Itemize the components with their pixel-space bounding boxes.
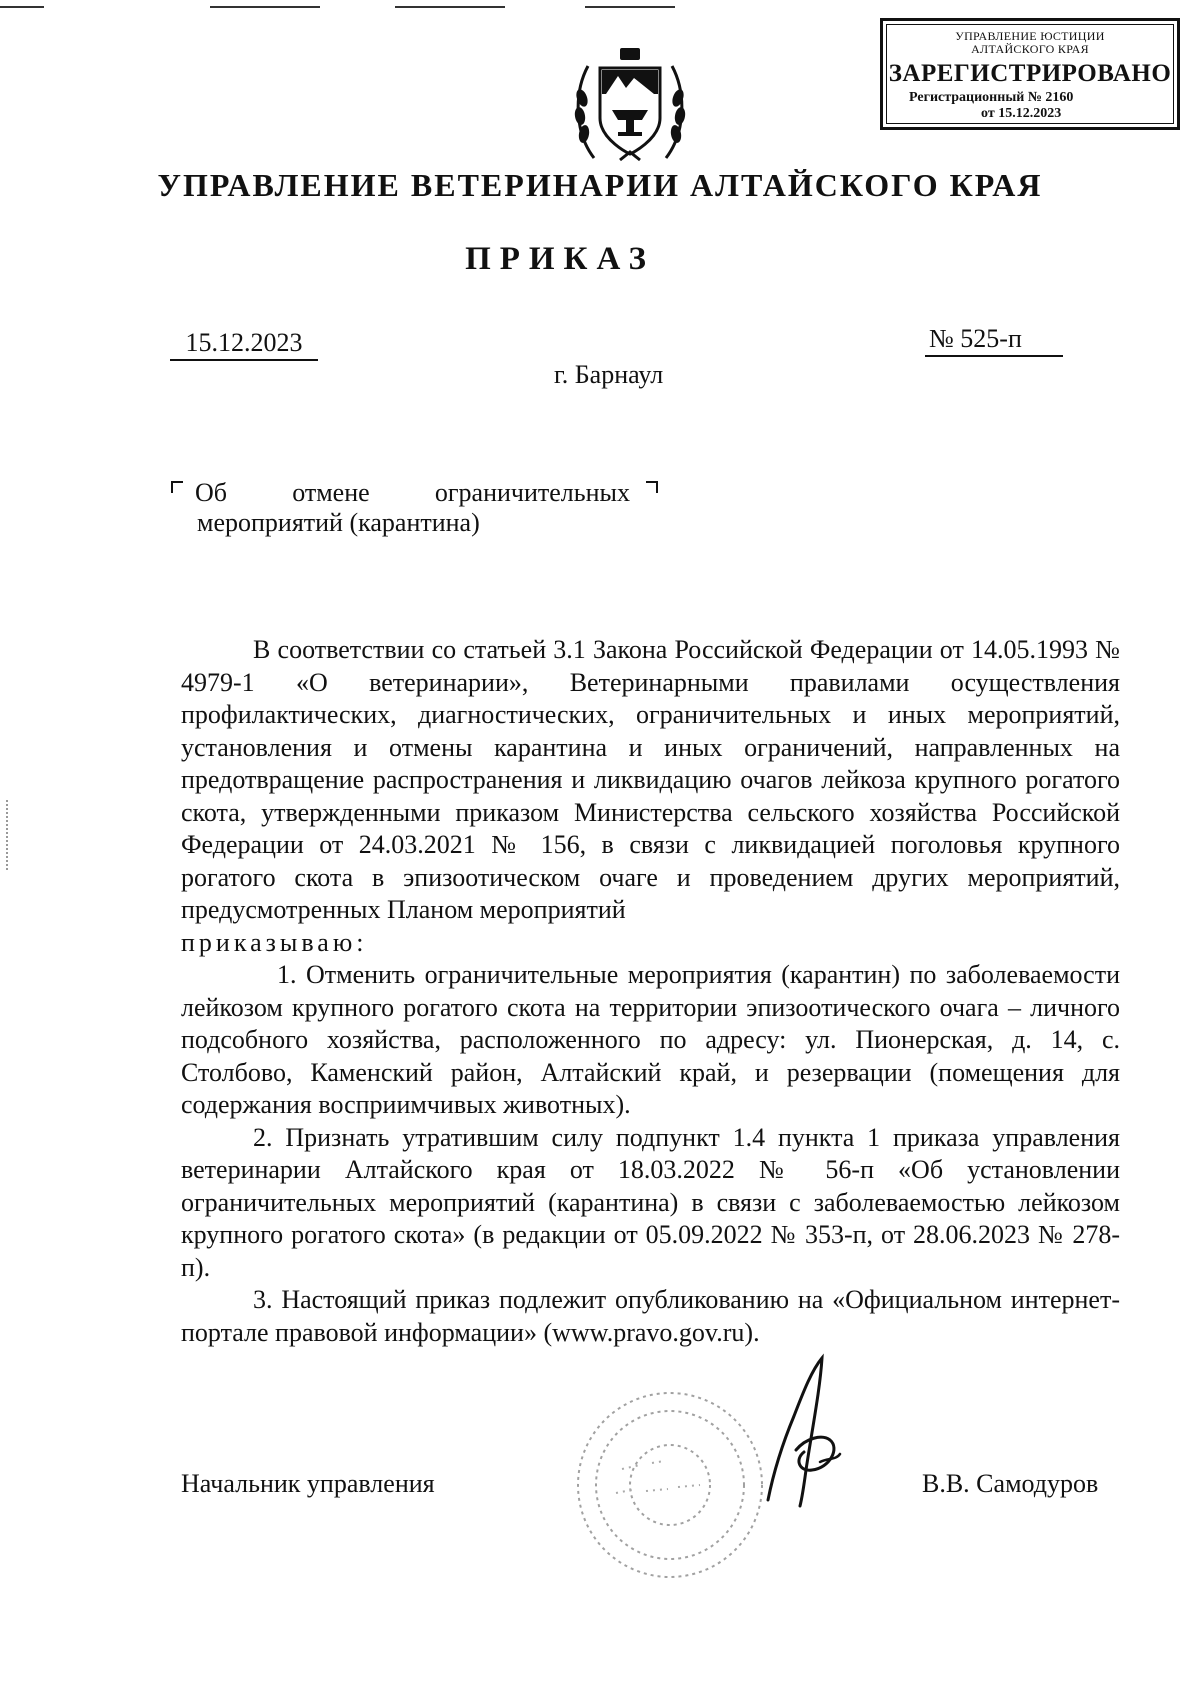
- registration-number: Регистрационный № 2160: [909, 90, 1074, 105]
- handwritten-signature-icon: [760, 1350, 870, 1510]
- official-round-seal-icon: [560, 1385, 780, 1585]
- order-item-3: 3. Настоящий приказ подлежит опубликованию на «Официальном интернет-портале правовой информации» (www.pravo.gov.ru).: [181, 1285, 1120, 1347]
- registration-stamp: [880, 18, 1180, 130]
- order-word: приказываю:: [181, 927, 368, 957]
- order-item-1: 1. Отменить ограничительные мероприятия (карантин) по заболеваемости лейкозом крупного рогатого скота на территории эпизоотического очага – личного подсобного хозяйства, расположенного по адресу: ул. Пионерская, д. 14, с. Столбово, Каменский район, Алтайский край, и резервации (помещения для содержания восприимчивых животных).: [181, 960, 1120, 1119]
- top-rule: [0, 6, 44, 8]
- altai-krai-coat-of-arms-icon: [572, 40, 688, 170]
- registration-date: от 15.12.2023: [981, 106, 1062, 121]
- order-item-2: 2. Признать утратившим силу подпункт 1.4 пункта 1 приказа управления ветеринарии Алтайского края от 18.03.2022 № 56-п «Об установлении ограничительных мероприятий (карантина) в связи с заболеваемостью лейкозом крупного рогатого скота» (в редакции от 05.09.2022 № 353-п, от 28.06.2023 № 278-п).: [181, 1122, 1120, 1282]
- subject-line-2: мероприятий (карантина): [197, 508, 480, 537]
- signatory-name: В.В. Самодуров: [922, 1469, 1099, 1498]
- top-rule: [395, 6, 505, 8]
- document-subject: [180, 478, 660, 538]
- top-rule: [585, 6, 675, 8]
- registration-org: УПРАВЛЕНИЕ ЮСТИЦИИ АЛТАЙСКОГО КРАЯ: [955, 29, 1105, 56]
- preamble-paragraph: В соответствии со статьей 3.1 Закона Российской Федерации от 14.05.1993 № 4979-1 «О ветеринарии», Ветеринарными правилами осуществления профилактических, диагностических, ограничительных и иных мероприятий, установления и отмены карантина и иных ограничений, направленных на предотвращение распространения и ликвидацию очагов лейкоза крупного рогатого скота, утвержденными приказом Министерства сельского хозяйства Российской Федерации от 24.03.2021 № 156, в связи с ликвидацией поголовья крупного рогатого скота в эпизоотическом очаге и проведением других мероприятий, предусмотренных Планом мероприятий: [181, 635, 1120, 924]
- organization-heading: УПРАВЛЕНИЕ ВЕТЕРИНАРИИ АЛТАЙСКОГО КРАЯ: [157, 167, 1043, 203]
- document-city: г. Барнаул: [554, 360, 664, 389]
- signatory-position: Начальник управления: [181, 1469, 435, 1498]
- document-number: № 525-п: [925, 324, 1063, 357]
- document-type: ПРИКАЗ: [465, 241, 655, 277]
- subject-line-1: Об отмене ограничительных: [195, 478, 630, 507]
- document-date: 15.12.2023: [170, 328, 318, 361]
- top-rule: [210, 6, 320, 8]
- document-body: [181, 634, 1120, 1349]
- subject-bracket-left: [171, 481, 183, 493]
- margin-marks: [6, 800, 10, 870]
- subject-bracket-right: [646, 481, 658, 493]
- registration-status: ЗАРЕГИСТРИРОВАНО: [888, 60, 1172, 87]
